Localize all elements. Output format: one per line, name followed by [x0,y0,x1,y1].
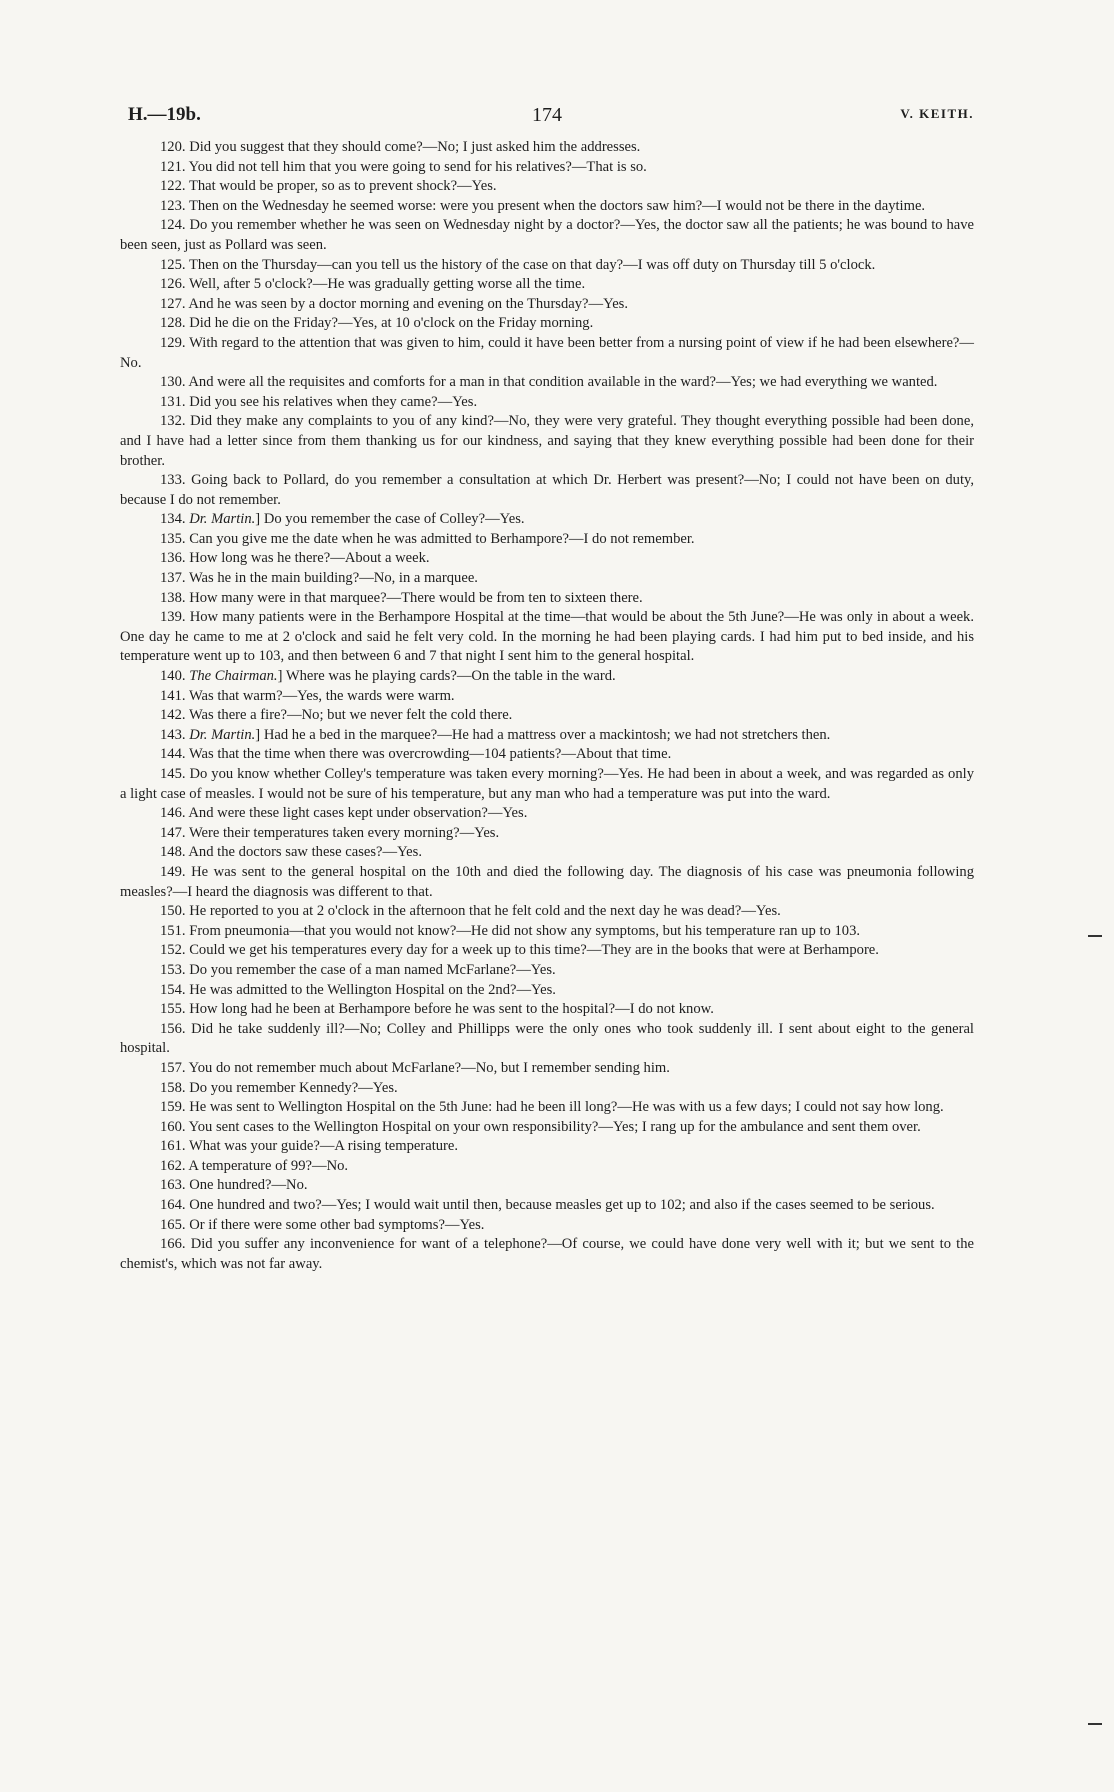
question-answer-text: Had he a bed in the marquee?—He had a mattress over a mackintosh; we had not stretchers then. [263,726,831,743]
question-number: 137. [160,570,186,587]
question-number: 141. [160,687,186,704]
question-answer-text: One hundred?—No. [189,1177,308,1194]
question-answer-text: He was sent to the general hospital on the 10th and died the following day. The diagnosis of his case was pneumonia following measles?—I heard the diagnosis was different to that. [120,863,974,900]
question-answer-text: Then on the Thursday—can you tell us the history of the case on that day?—I was off duty on Thursday till 5 o'clock. [188,256,876,273]
question-number: 160. [160,1118,186,1135]
question-number: 152. [160,942,186,959]
question-number: 140. [160,668,186,685]
testimony-paragraph [120,256,974,276]
witness-name: V. KEITH. [900,106,974,121]
question-number: 144. [160,746,186,763]
testimony-paragraph [120,158,974,178]
question-answer-text: Was there a fire?—No; but we never felt the cold there. [188,707,513,724]
question-number: 151. [160,922,186,939]
document-reference: H.—19b. [128,104,201,125]
testimony-paragraph [120,608,974,667]
question-answer-text: How many patients were in the Berhampore Hospital at the time—that would be about the 5th June?—He was only in about a week. One day he came to me at 2 o'clock and said he felt very cold. In the morning he had been playing cards. I had him put to bed inside, and his temperature went up to 103, and then between 6 and 7 that night I sent him to the general hospital. [120,609,974,665]
question-answer-text: You did not tell him that you were going to send for his relatives?—That is so. [188,158,647,175]
testimony-paragraph [120,824,974,844]
testimony-paragraph [120,393,974,413]
question-answer-text: Was that warm?—Yes, the wards were warm. [188,687,455,704]
question-answer-text: Well, after 5 o'clock?—He was gradually getting worse all the time. [188,276,586,293]
testimony-paragraph [120,706,974,726]
question-number: 132. [160,413,186,430]
testimony-paragraph [120,765,974,804]
question-number: 136. [160,550,186,567]
question-answer-text: Did you see his relatives when they came?—Yes. [189,393,478,410]
question-number: 143. [160,726,186,743]
testimony-paragraph [120,295,974,315]
question-answer-text: Could we get his temperatures every day for a week up to this time?—They are in the books that were at Berhampore. [189,942,879,959]
question-answer-text: Did he take suddenly ill?—No; Colley and Phillipps were the only ones who took suddenly ill. I sent about eight to the general hospital. [120,1020,974,1057]
testimony-paragraph: 143. Dr. Martin.] Had he a bed in the marquee?—He had a mattress over a mackintosh; we had not stretchers then. [160,726,831,743]
question-answer-text: How many were in that marquee?—There would be from ten to sixteen there. [189,589,643,606]
question-number: 121. [160,158,186,175]
question-number: 156. [160,1020,186,1037]
testimony-paragraph [120,961,974,981]
testimony-paragraph [120,1235,974,1274]
testimony-paragraph [120,1020,974,1059]
margin-mark [1088,935,1102,937]
question-answer-text: Do you remember Kennedy?—Yes. [189,1079,398,1096]
testimony-paragraph [120,197,974,217]
question-number: 128. [160,315,186,332]
page-header [120,104,974,130]
question-number: 153. [160,961,186,978]
question-answer-text: Do you remember the case of Colley?—Yes. [263,511,525,528]
question-answer-text: He was admitted to the Wellington Hospital on the 2nd?—Yes. [189,981,556,998]
testimony-paragraph [120,549,974,569]
question-answer-text: Did they make any complaints to you of any kind?—No, they were very grateful. They thought everything possible had been done, and I have had a letter since from them thanking us for our kindness, and saying that they knew everything possible had been done for their brother. [120,413,974,469]
testimony-paragraph [120,216,974,255]
question-answer-text: How long was he there?—About a week. [189,550,430,567]
testimony-paragraph [120,1176,974,1196]
margin-mark [1088,1723,1102,1725]
question-number: 154. [160,981,186,998]
question-number: 162. [160,1157,186,1174]
question-answer-text: Did you suggest that they should come?—No; I just asked him the addresses. [189,139,641,155]
question-number: 150. [160,903,186,920]
question-number: 164. [160,1197,186,1214]
testimony-paragraph [120,1137,974,1157]
question-answer-text: From pneumonia—that you would not know?—He did not show any symptoms, but his temperature ran up to 103. [189,922,861,939]
testimony-paragraph [120,804,974,824]
testimony-paragraph [120,589,974,609]
question-answer-text: Or if there were some other bad symptoms?—Yes. [189,1216,485,1233]
question-number: 147. [160,824,186,841]
question-number: 131. [160,393,186,410]
question-number: 159. [160,1099,186,1116]
testimony-paragraph [120,1098,974,1118]
question-number: 126. [160,276,186,293]
speaker-name: Dr. Martin. [189,511,256,528]
question-answer-text: You do not remember much about McFarlane?—No, but I remember sending him. [188,1059,670,1076]
testimony-paragraph: 134. Dr. Martin.] Do you remember the case of Colley?—Yes. [160,511,525,528]
question-number: 133. [160,472,186,489]
testimony-paragraph [120,1118,974,1138]
testimony-paragraph [120,863,974,902]
question-number: 135. [160,530,186,547]
question-answer-text: How long had he been at Berhampore before he was sent to the hospital?—I do not know. [189,1001,714,1018]
question-answer-text: And he was seen by a doctor morning and evening on the Thursday?—Yes. [188,295,629,312]
page-number: 174 [532,104,562,126]
question-answer-text: Do you remember the case of a man named McFarlane?—Yes. [189,961,556,978]
question-answer-text: Going back to Pollard, do you remember a consultation at which Dr. Herbert was present?—No; I could not have been on duty, because I do not remember. [120,472,975,508]
question-answer-text: And were these light cases kept under observation?—Yes. [188,805,528,822]
question-answer-text: He was sent to Wellington Hospital on the 5th June: had he been ill long?—He was with us a few days; I could not say how long. [189,1099,944,1116]
question-number: 163. [160,1177,186,1194]
question-number: 139. [160,609,186,626]
question-number: 142. [160,707,186,724]
question-answer-text: Did you suffer any inconvenience for want of a telephone?—Of course, we could have done very well with it; but we sent to the chemist's, which was not far away. [120,1236,974,1272]
question-number: 130. [160,374,186,391]
question-answer-text: Where was he playing cards?—On the table in the ward. [285,668,616,685]
testimony-paragraph: 140. The Chairman.] Where was he playing cards?—On the table in the ward. [160,668,616,685]
question-number: 165. [160,1216,186,1233]
question-answer-text: You sent cases to the Wellington Hospital on your own responsibility?—Yes; I rang up for the ambulance and sent them over. [188,1118,921,1135]
testimony-paragraph [120,334,974,373]
question-answer-text: One hundred and two?—Yes; I would wait until then, because measles get up to 102; and also if the cases seemed to be serious. [189,1197,935,1214]
testimony-paragraph [120,1079,974,1099]
testimony-paragraph [120,530,974,550]
question-answer-text: A temperature of 99?—No. [188,1157,349,1174]
question-number: 149. [160,863,186,880]
testimony-paragraph [120,922,974,942]
question-number: 120. [160,139,186,155]
question-number: 148. [160,844,186,861]
testimony-paragraph [120,745,974,765]
testimony-paragraph [120,1059,974,1079]
question-number: 125. [160,256,186,273]
question-answer-text: Do you know whether Colley's temperature was taken every morning?—Yes. He had been in about a week, and was regarded as only a light case of measles. I would not be sure of his temperature, but any man who had a temperature was put into the ward. [120,766,974,802]
speaker-name: Dr. Martin. [189,726,256,743]
question-number: 158. [160,1079,186,1096]
question-answer-text: Do you remember whether he was seen on Wednesday night by a doctor?—Yes, the doctor saw all the patients; he was bound to have been seen, just as Pollard was seen. [120,217,974,253]
question-number: 157. [160,1059,186,1076]
question-number: 138. [160,589,186,606]
testimony-paragraph [120,569,974,589]
testimony-paragraph [120,981,974,1001]
question-number: 155. [160,1001,186,1018]
question-number: 129. [160,334,186,351]
testimony-paragraph [120,687,974,707]
speaker-name: The Chairman. [189,668,278,685]
question-number: 124. [160,217,186,234]
testimony-paragraph [120,138,974,158]
question-number: 127. [160,295,186,312]
testimony-paragraph [120,177,974,197]
question-number: 166. [160,1236,186,1253]
question-number: 146. [160,805,186,822]
question-number: 161. [160,1138,186,1155]
testimony-paragraph [120,1157,974,1177]
question-answer-text: Can you give me the date when he was admitted to Berhampore?—I do not remember. [189,530,695,547]
testimony-paragraph [120,902,974,922]
question-number: 122. [160,178,186,195]
question-answer-text: And the doctors saw these cases?—Yes. [188,844,422,861]
testimony-paragraph [120,373,974,393]
question-answer-text: He reported to you at 2 o'clock in the afternoon that he felt cold and the next day he was dead?—Yes. [189,903,781,920]
testimony-paragraph [120,275,974,295]
question-answer-text: Was that the time when there was overcrowding—104 patients?—About that time. [188,746,672,763]
document-page [120,104,974,1274]
question-answer-text: And were all the requisites and comforts for a man in that condition available in the ward?—Yes; we had everything we wanted. [188,374,938,391]
testimony-body [120,138,974,1274]
question-answer-text: Did he die on the Friday?—Yes, at 10 o'clock on the Friday morning. [189,315,594,332]
question-number: 123. [160,197,186,214]
question-answer-text: That would be proper, so as to prevent shock?—Yes. [188,178,497,195]
question-number: 145. [160,766,186,782]
testimony-paragraph [120,843,974,863]
question-answer-text: What was your guide?—A rising temperature. [188,1138,459,1155]
question-answer-text: Then on the Wednesday he seemed worse: were you present when the doctors saw him?—I would not be there in the daytime. [188,197,926,214]
testimony-paragraph [120,1196,974,1216]
testimony-paragraph [120,941,974,961]
question-answer-text: Were their temperatures taken every morning?—Yes. [188,824,500,841]
question-answer-text: Was he in the main building?—No, in a marquee. [188,570,478,587]
testimony-paragraph [120,1000,974,1020]
testimony-paragraph [120,471,974,510]
question-answer-text: With regard to the attention that was given to him, could it have been better from a nursing point of view if he had been elsewhere?—No. [120,334,974,371]
testimony-paragraph [120,412,974,471]
question-number: 134. [160,511,186,528]
testimony-paragraph [120,314,974,334]
testimony-paragraph [120,1216,974,1236]
